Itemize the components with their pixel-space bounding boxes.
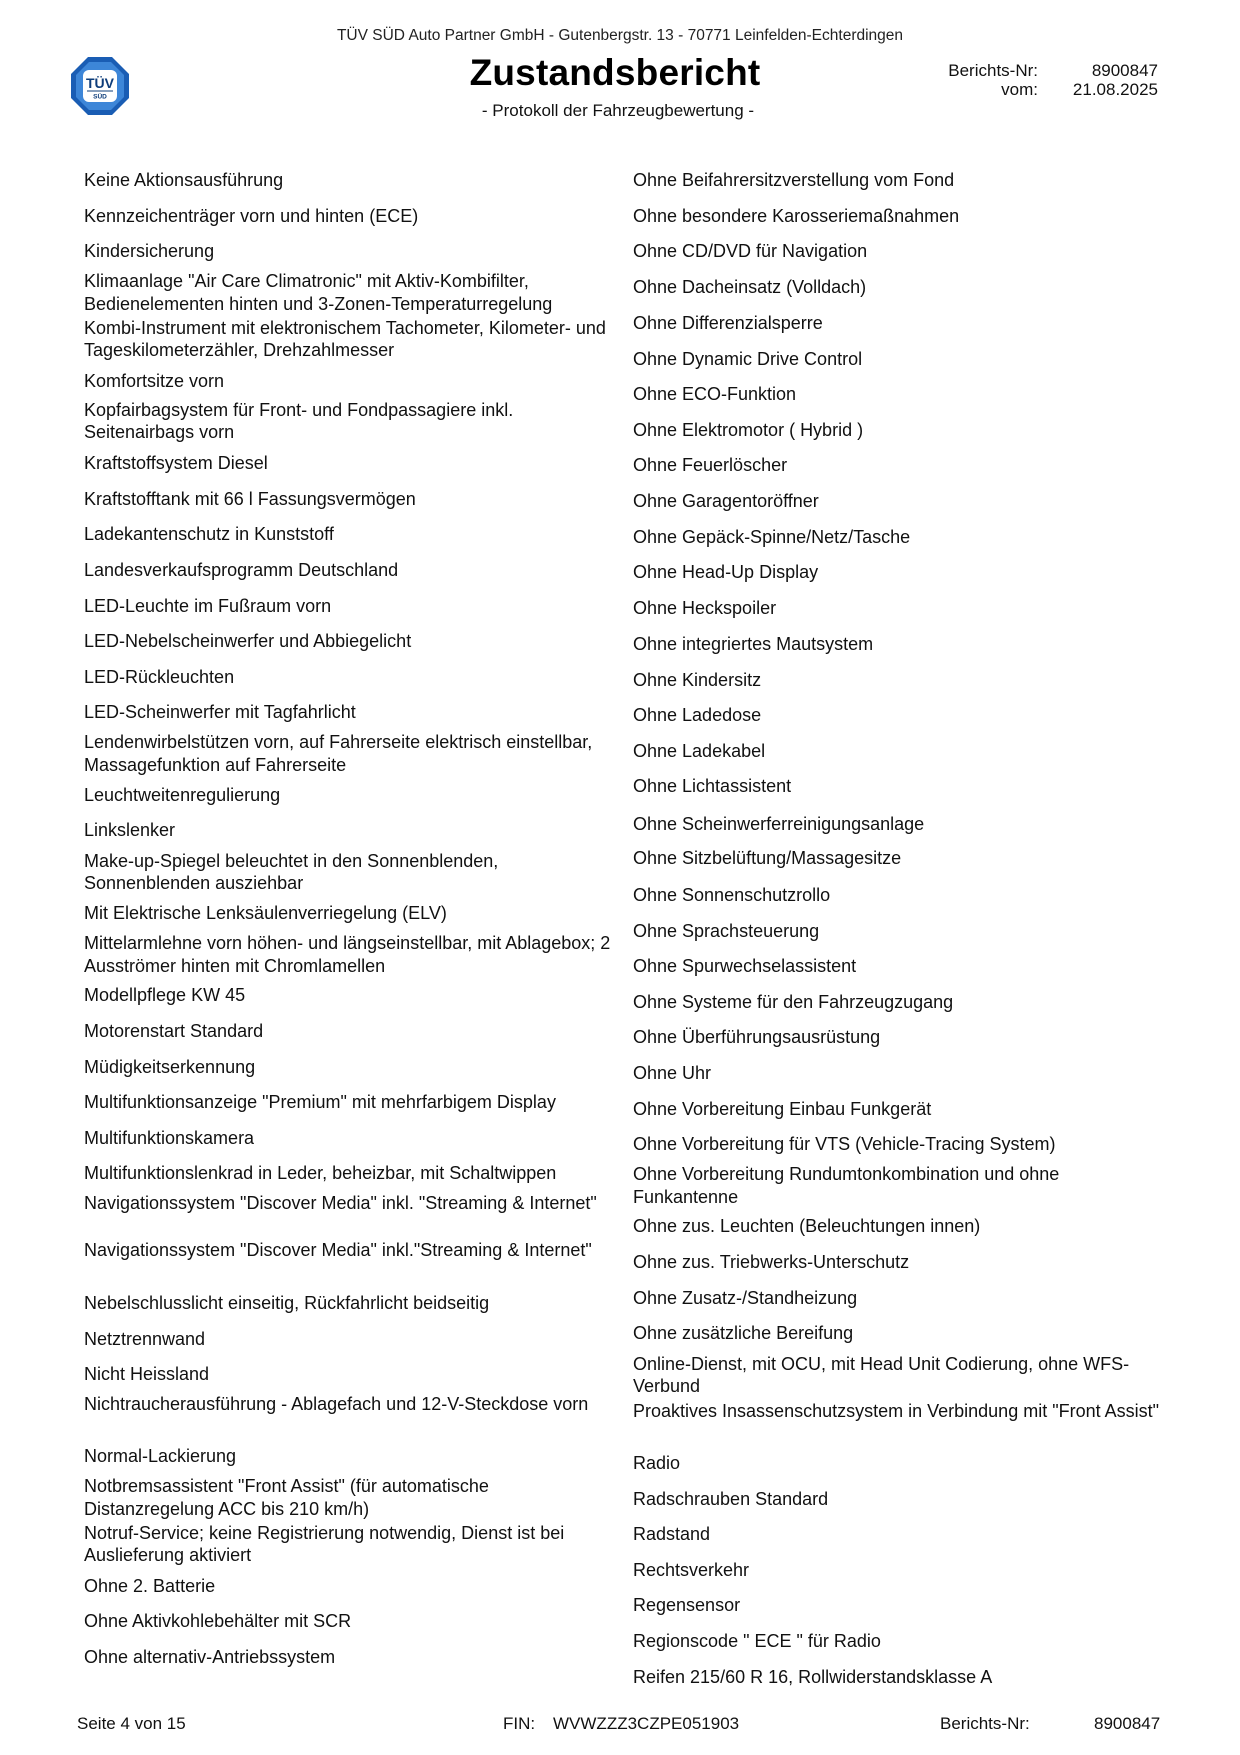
list-item: Ohne Uhr bbox=[633, 1062, 712, 1083]
fin-value: WVWZZZ3CZPE051903 bbox=[553, 1714, 740, 1733]
list-item: Kraftstofftank mit 66 l Fassungsvermögen bbox=[84, 488, 416, 509]
list-item: Klimaanlage "Air Care Climatronic" mit Aktiv-Kombifilter, Bedienelementen hinten und 3-Zonen-Temperaturregelung bbox=[84, 271, 553, 314]
list-item: Kombi-Instrument mit elektronischem Tachometer, Kilometer- und Tageskilometerzähler, Drehzahlmesser bbox=[84, 317, 606, 361]
list-item: Radstand bbox=[633, 1523, 711, 1544]
footer-report-number-label: Berichts-Nr: bbox=[940, 1714, 1030, 1733]
list-item: Nicht Heissland bbox=[84, 1363, 210, 1384]
list-item: Ohne Gepäck-Spinne/Netz/Tasche bbox=[633, 527, 911, 548]
list-item: Navigationssystem "Discover Media" inkl. "Streaming & Internet" bbox=[84, 1193, 597, 1214]
list-item: Modellpflege KW 45 bbox=[84, 984, 246, 1005]
list-item: Ladekantenschutz in Kunststoff bbox=[84, 523, 334, 544]
list-item: Ohne Zusatz-/Standheizung bbox=[633, 1288, 858, 1309]
list-item: Ohne Sprachsteuerung bbox=[633, 920, 820, 941]
list-item: Lendenwirbelstützen vorn, auf Fahrerseite elektrisch einstellbar, Massagefunktion auf Fahrerseite bbox=[84, 732, 593, 775]
list-item: Ohne besondere Karosseriemaßnahmen bbox=[633, 205, 960, 226]
list-item: Kraftstoffsystem Diesel bbox=[84, 452, 268, 473]
logo-text-sued: SÜD bbox=[93, 93, 107, 101]
fin-label: FIN: bbox=[503, 1714, 536, 1733]
list-item: Proaktives Insassenschutzsystem in Verbindung mit "Front Assist" bbox=[633, 1400, 1159, 1421]
list-item: Ohne Dynamic Drive Control bbox=[633, 349, 863, 370]
list-item: Radio bbox=[633, 1452, 681, 1473]
list-item: Ohne Vorbereitung für VTS (Vehicle-Tracing System) bbox=[633, 1133, 1056, 1154]
list-item: Ohne ECO-Funktion bbox=[633, 384, 797, 405]
list-item: Ohne Lichtassistent bbox=[633, 776, 792, 797]
list-item: Ohne Vorbereitung Rundumtonkombination und ohne Funkantenne bbox=[633, 1164, 1060, 1207]
list-item: Navigationssystem "Discover Media" inkl."Streaming & Internet" bbox=[84, 1239, 592, 1260]
list-item: Ohne CD/DVD für Navigation bbox=[633, 240, 868, 261]
list-item: Regionscode " ECE " für Radio bbox=[633, 1630, 881, 1651]
list-item: LED-Scheinwerfer mit Tagfahrlicht bbox=[84, 701, 356, 722]
list-item: Ohne Differenzialsperre bbox=[633, 313, 823, 334]
list-item: Landesverkaufsprogramm Deutschland bbox=[84, 559, 399, 580]
list-item: Kennzeichenträger vorn und hinten (ECE) bbox=[84, 205, 419, 226]
list-item: Motorenstart Standard bbox=[84, 1020, 264, 1041]
list-item: Nebelschlusslicht einseitig, Rückfahrlicht beidseitig bbox=[84, 1292, 490, 1313]
list-item: Ohne Sitzbelüftung/Massagesitze bbox=[633, 848, 902, 869]
list-item: Mittelarmlehne vorn höhen- und längseinstellbar, mit Ablagebox; 2 Ausströmer hinten mit Chromlamellen bbox=[84, 933, 611, 976]
list-item: Notbremsassistent "Front Assist" (für automatische Distanzregelung ACC bis 210 km/h) bbox=[84, 1476, 489, 1519]
list-item: Netztrennwand bbox=[84, 1328, 206, 1349]
list-item: Ohne Heckspoiler bbox=[633, 598, 777, 619]
list-item: Ohne Elektromotor ( Hybrid ) bbox=[633, 420, 864, 441]
list-item: Ohne Scheinwerferreinigungsanlage bbox=[633, 813, 925, 834]
list-item: Ohne zusätzliche Bereifung bbox=[633, 1323, 854, 1344]
list-item: Multifunktionsanzeige "Premium" mit mehrfarbigem Display bbox=[84, 1091, 556, 1112]
list-item: Ohne Ladedose bbox=[633, 705, 762, 726]
list-item: Komfortsitze vorn bbox=[84, 370, 225, 391]
list-item: Ohne Dacheinsatz (Volldach) bbox=[633, 276, 867, 297]
list-item: Normal-Lackierung bbox=[84, 1445, 237, 1466]
page-number: Seite 4 von 15 bbox=[77, 1714, 186, 1733]
list-item: Ohne Beifahrersitzverstellung vom Fond bbox=[633, 169, 955, 190]
list-item: Radschrauben Standard bbox=[633, 1488, 829, 1509]
list-item: Make-up-Spiegel beleuchtet in den Sonnenblenden, Sonnenblenden ausziehbar bbox=[84, 850, 499, 894]
logo-text-tuev: TÜV bbox=[86, 75, 114, 91]
report-number-value: 8900847 bbox=[1091, 61, 1158, 80]
report-date-value: 21.08.2025 bbox=[1072, 80, 1158, 99]
list-item: Notruf-Service; keine Registrierung notwendig, Dienst ist bei Auslieferung aktiviert bbox=[84, 1522, 565, 1566]
list-item: Rechtsverkehr bbox=[633, 1559, 750, 1580]
list-item: Reifen 215/60 R 16, Rollwiderstandsklasse A bbox=[633, 1666, 993, 1687]
list-item: Kopfairbagsystem für Front- und Fondpassagiere inkl. Seitenairbags vorn bbox=[84, 399, 514, 443]
company-address-line: TÜV SÜD Auto Partner GmbH - Gutenbergstr. 13 - 70771 Leinfelden-Echterdingen bbox=[336, 27, 904, 44]
list-item: Ohne Garagentoröffner bbox=[633, 491, 819, 512]
list-item: Ohne Vorbereitung Einbau Funkgerät bbox=[633, 1098, 932, 1119]
list-item: Nichtraucherausführung - Ablagefach und 12-V-Steckdose vorn bbox=[84, 1394, 589, 1415]
list-item: Ohne integriertes Mautsystem bbox=[633, 634, 874, 655]
list-item: LED-Leuchte im Fußraum vorn bbox=[84, 595, 332, 616]
list-item: Ohne zus. Triebwerks-Unterschutz bbox=[633, 1252, 910, 1273]
list-item: LED-Rückleuchten bbox=[84, 666, 235, 687]
footer-report-number-value: 8900847 bbox=[1094, 1714, 1161, 1733]
list-item: Ohne Aktivkohlebehälter mit SCR bbox=[84, 1610, 352, 1631]
list-item: Online-Dienst, mit OCU, mit Head Unit Codierung, ohne WFS-Verbund bbox=[633, 1353, 1130, 1396]
list-item: Multifunktionslenkrad in Leder, beheizbar, mit Schaltwippen bbox=[84, 1162, 557, 1183]
report-date-label: vom: bbox=[1001, 80, 1038, 99]
report-number-label: Berichts-Nr: bbox=[948, 61, 1038, 80]
list-item: Ohne zus. Leuchten (Beleuchtungen innen) bbox=[633, 1215, 981, 1236]
list-item: LED-Nebelscheinwerfer und Abbiegelicht bbox=[84, 630, 412, 651]
list-item: Ohne Spurwechselassistent bbox=[633, 955, 857, 976]
list-item: Keine Aktionsausführung bbox=[84, 169, 284, 190]
list-item: Mit Elektrische Lenksäulenverriegelung (ELV) bbox=[84, 902, 447, 923]
list-item: Ohne 2. Batterie bbox=[84, 1575, 216, 1596]
page-subtitle: - Protokoll der Fahrzeugbewertung - bbox=[481, 101, 755, 120]
page-title: Zustandsbericht bbox=[469, 52, 761, 93]
list-item: Ohne Feuerlöscher bbox=[633, 455, 788, 476]
list-item: Regensensor bbox=[633, 1594, 741, 1615]
list-item: Linkslenker bbox=[84, 820, 176, 841]
list-item: Kindersicherung bbox=[84, 240, 215, 261]
list-item: Müdigkeitserkennung bbox=[84, 1057, 256, 1078]
list-item: Ohne Ladekabel bbox=[633, 741, 766, 762]
list-item: Ohne Head-Up Display bbox=[633, 562, 819, 583]
list-item: Ohne Systeme für den Fahrzeugzugang bbox=[633, 991, 954, 1012]
list-item: Leuchtweitenregulierung bbox=[84, 785, 281, 806]
list-item: Ohne Kindersitz bbox=[633, 670, 762, 691]
list-item: Ohne Überführungsausrüstung bbox=[633, 1026, 881, 1047]
list-item: Ohne Sonnenschutzrollo bbox=[633, 884, 831, 905]
list-item: Multifunktionskamera bbox=[84, 1128, 255, 1149]
list-item: Ohne alternativ-Antriebssystem bbox=[84, 1646, 336, 1667]
